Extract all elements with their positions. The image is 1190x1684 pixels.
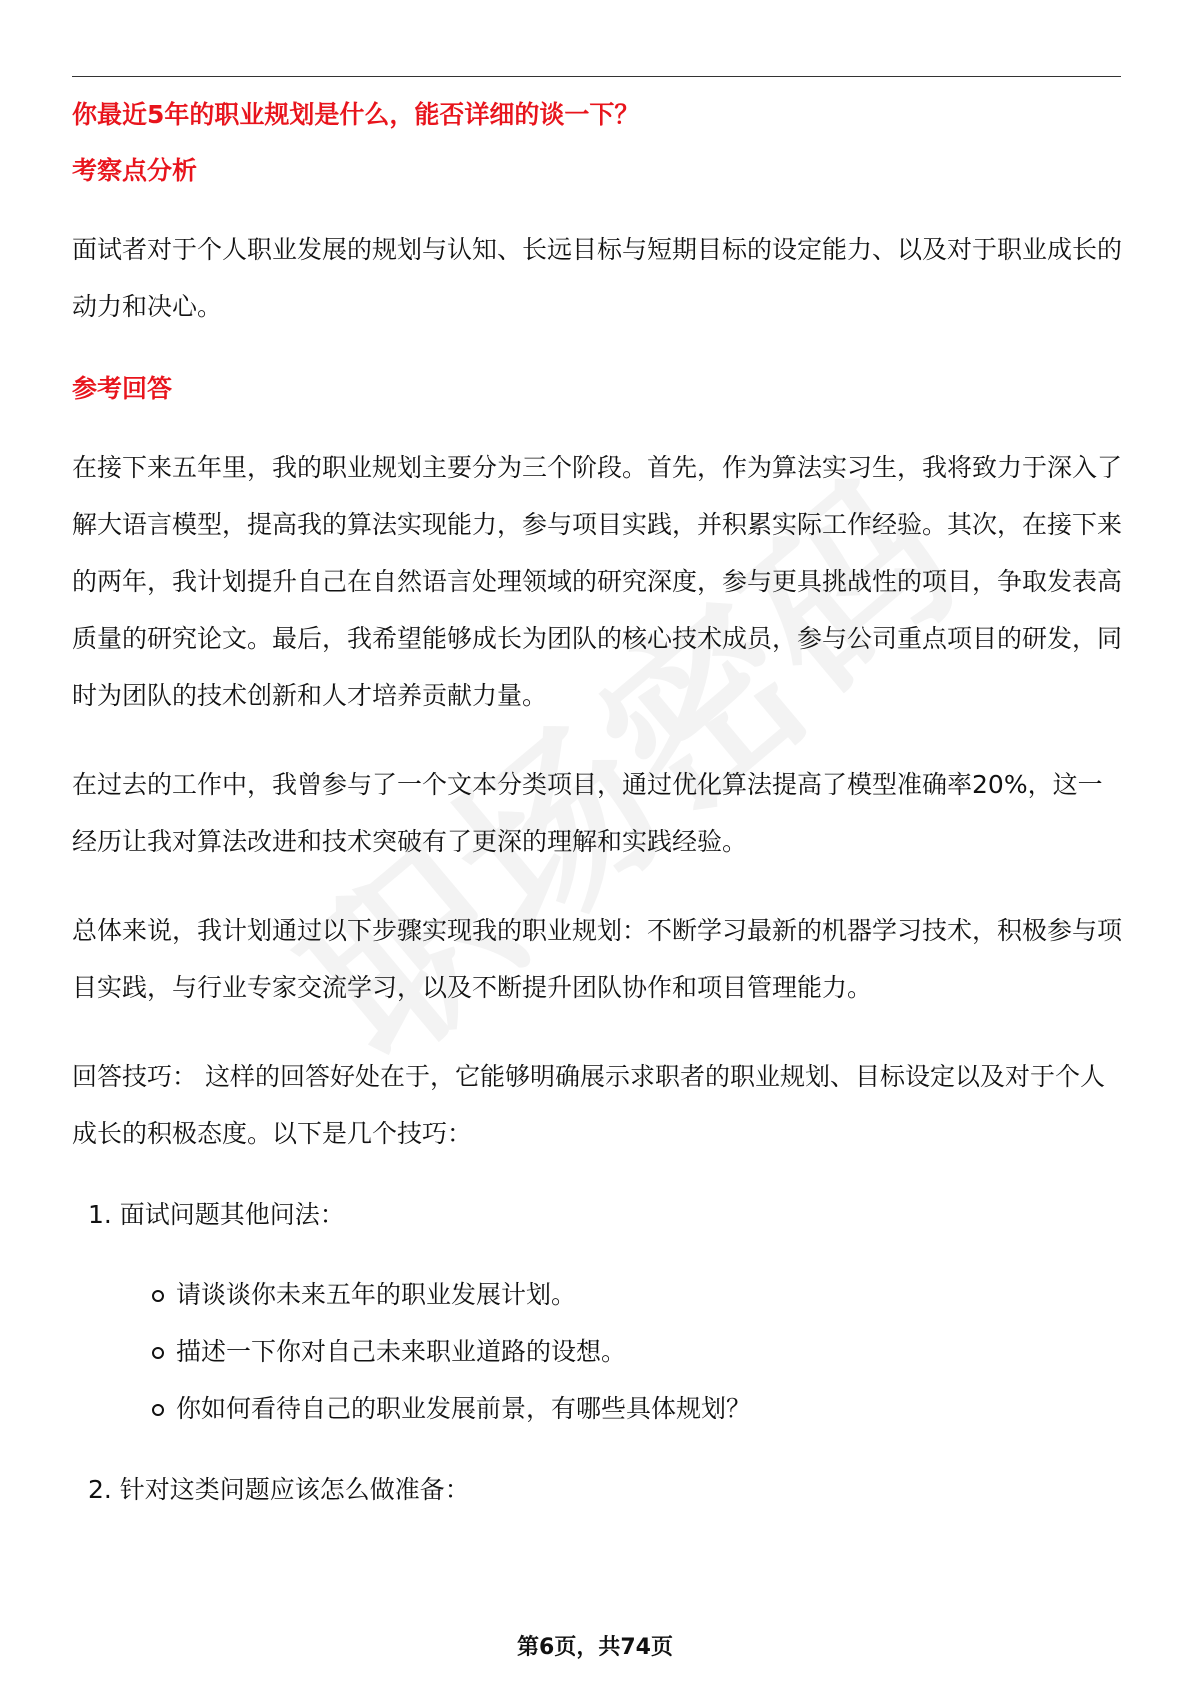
tip-1-title: 1. 面试问题其他问法： — [88, 1200, 345, 1229]
answer-heading: 参考回答 — [72, 374, 173, 403]
analysis-heading: 考察点分析 — [72, 156, 198, 185]
content — [72, 92, 1124, 1541]
analysis-text: 面试者对于个人职业发展的规划与认知、长远目标与短期目标的设定能力、以及对于职业成长的动力和决心。 — [72, 235, 1123, 321]
list-item — [72, 1323, 1124, 1380]
tip-2-title: 2. 针对这类问题应该怎么做准备： — [88, 1475, 470, 1504]
bullet-text: 你如何看待自己的职业发展前景，有哪些具体规划？ — [176, 1394, 752, 1423]
header-rule — [72, 76, 1121, 77]
question-title: 你最近5年的职业规划是什么，能否详细的谈一下？ — [72, 100, 640, 129]
bullet-text: 描述一下你对自己未来职业道路的设想。 — [176, 1337, 627, 1366]
bullet-text: 请谈谈你未来五年的职业发展计划。 — [176, 1280, 577, 1309]
tip-1-bullets — [72, 1266, 1124, 1437]
page-number: 第6页，共74页 — [517, 1635, 673, 1660]
list-item — [72, 1266, 1124, 1323]
answer-paragraph-2: 在过去的工作中，我曾参与了一个文本分类项目，通过优化算法提高了模型准确率20%，这一经历让我对算法改进和技术突破有了更深的理解和实践经验。 — [72, 770, 1103, 856]
answer-tips-intro: 回答技巧： 这样的回答好处在于，它能够明确展示求职者的职业规划、目标设定以及对于个人成长的积极态度。以下是几个技巧： — [72, 1062, 1105, 1148]
answer-paragraph-3: 总体来说，我计划通过以下步骤实现我的职业规划：不断学习最新的机器学习技术，积极参与项目实践，与行业专家交流学习，以及不断提升团队协作和项目管理能力。 — [72, 916, 1123, 1002]
list-item — [72, 1380, 1124, 1437]
answer-paragraph-1: 在接下来五年里，我的职业规划主要分为三个阶段。首先，作为算法实习生，我将致力于深入了解大语言模型，提高我的算法实现能力，参与项目实践，并积累实际工作经验。其次，在接下来的两年，我计划提升自己在自然语言处理领域的研究深度，参与更具挑战性的项目，争取发表高质量的研究论文。最后，我希望能够成长为团队的核心技术成员，参与公司重点项目的研发，同时为团队的技术创新和人才培养贡献力量。 — [72, 453, 1123, 710]
